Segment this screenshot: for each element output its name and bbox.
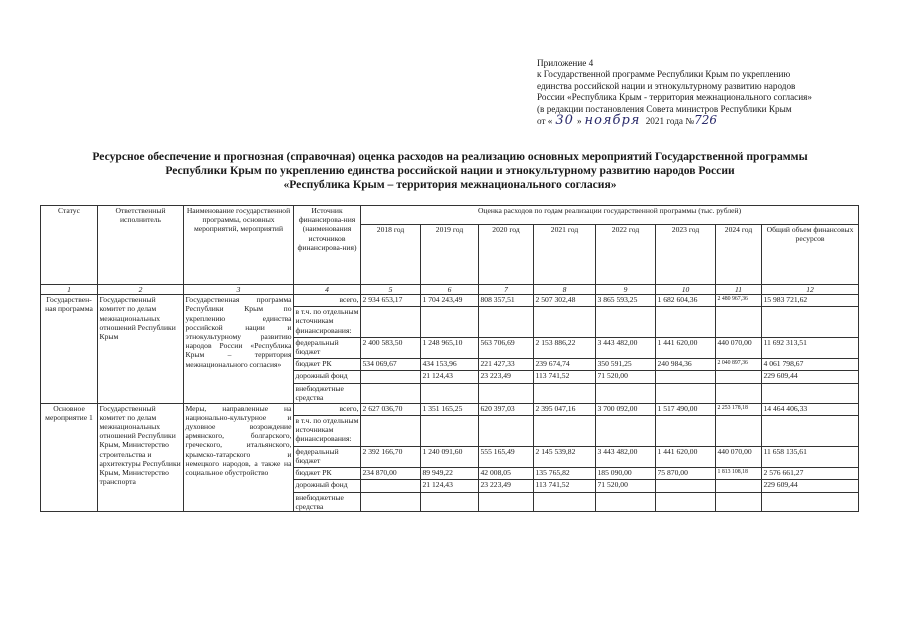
date-year: 2021 года № — [645, 116, 695, 127]
value-cell — [534, 415, 596, 446]
value-cell: 3 443 482,00 — [596, 446, 656, 467]
column-index: 4 — [294, 285, 361, 295]
value-cell — [421, 307, 479, 338]
value-cell: 21 124,43 — [421, 479, 479, 492]
date-number-handwritten: 726 — [694, 113, 717, 128]
document-title — [40, 150, 860, 193]
date-prefix: от « — [537, 116, 553, 127]
value-cell: 71 520,00 — [596, 479, 656, 492]
total-value-cell — [762, 384, 859, 403]
source-cell: внебюджетные средства — [294, 492, 361, 511]
value-cell: 2 627 036,70 — [361, 403, 421, 415]
source-cell: в т.ч. по отдельным источникам финансирования: — [294, 307, 361, 338]
value-cell — [596, 307, 656, 338]
header-status: Статус — [41, 206, 98, 285]
appendix-line: России «Республика Крым - территория межнационального согласия» — [537, 92, 812, 103]
value-cell — [361, 384, 421, 403]
total-value-cell: 229 609,44 — [762, 479, 859, 492]
value-cell: 234 870,00 — [361, 467, 421, 479]
value-cell: 1 240 091,60 — [421, 446, 479, 467]
value-cell: 1 704 243,49 — [421, 295, 479, 307]
value-cell — [656, 307, 716, 338]
value-cell — [479, 492, 534, 511]
value-cell: 1 248 965,10 — [421, 338, 479, 359]
value-cell — [361, 371, 421, 384]
column-index: 1 — [41, 285, 98, 295]
value-cell — [716, 307, 762, 338]
header-responsible: Ответственный исполнитель — [98, 206, 184, 285]
status-cell: Основное мероприятие 1 — [41, 403, 98, 511]
appendix-block — [537, 58, 877, 127]
value-cell: 563 706,69 — [479, 338, 534, 359]
date-close: » — [576, 116, 582, 127]
value-cell: 2 934 653,17 — [361, 295, 421, 307]
column-index: 6 — [421, 285, 479, 295]
value-cell: 113 741,52 — [534, 371, 596, 384]
value-cell: 2 253 178,18 — [716, 403, 762, 415]
value-cell: 2 480 967,36 — [716, 295, 762, 307]
value-cell: 2 145 539,82 — [534, 446, 596, 467]
source-cell: бюджет РК — [294, 359, 361, 371]
header-year: 2021 год — [534, 225, 596, 285]
value-cell — [596, 415, 656, 446]
total-value-cell: 11 658 135,61 — [762, 446, 859, 467]
status-cell: Государствен-ная программа — [41, 295, 98, 403]
title-line: Республики Крым по укреплению единства российской нации и этнокультурному развитию народов России — [165, 164, 735, 178]
value-cell: 555 165,49 — [479, 446, 534, 467]
appendix-line: единства российской нации и этнокультурному развитию народов — [537, 80, 796, 91]
value-cell — [361, 415, 421, 446]
column-index: 7 — [479, 285, 534, 295]
value-cell: 23 223,49 — [479, 479, 534, 492]
value-cell: 350 591,25 — [596, 359, 656, 371]
title-line: «Республика Крым – территория межнационального согласия» — [283, 178, 617, 192]
column-index: 9 — [596, 285, 656, 295]
source-cell: дорожный фонд — [294, 479, 361, 492]
title-line: Ресурсное обеспечение и прогнозная (справочная) оценка расходов на реализацию основных мероприятий Государственной программы — [92, 150, 808, 163]
value-cell — [716, 384, 762, 403]
column-index: 5 — [361, 285, 421, 295]
value-cell: 2 392 166,70 — [361, 446, 421, 467]
value-cell: 1 813 108,18 — [716, 467, 762, 479]
header-year: 2018 год — [361, 225, 421, 285]
column-index-row — [41, 285, 859, 295]
value-cell: 2 153 886,22 — [534, 338, 596, 359]
source-cell: в т.ч. по отдельным источникам финансирования: — [294, 415, 361, 446]
value-cell: 2 400 583,50 — [361, 338, 421, 359]
source-cell: бюджет РК — [294, 467, 361, 479]
date-month-handwritten: ноября — [584, 113, 641, 129]
value-cell: 808 357,51 — [479, 295, 534, 307]
value-cell: 3 865 593,25 — [596, 295, 656, 307]
total-value-cell: 229 609,44 — [762, 371, 859, 384]
value-cell: 23 223,49 — [479, 371, 534, 384]
value-cell — [534, 307, 596, 338]
source-cell: всего, — [294, 295, 361, 307]
value-cell — [716, 371, 762, 384]
header-year: 2022 год — [596, 225, 656, 285]
column-index: 11 — [716, 285, 762, 295]
date-day-handwritten: 30 — [555, 113, 574, 129]
value-cell — [716, 492, 762, 511]
value-cell: 185 090,00 — [596, 467, 656, 479]
header-row-1 — [41, 206, 859, 225]
value-cell: 89 949,22 — [421, 467, 479, 479]
value-cell — [361, 492, 421, 511]
header-source: Источник финансирова-ния (наименования источников финансирова-ния) — [294, 206, 361, 285]
value-cell: 434 153,96 — [421, 359, 479, 371]
header-program-name: Наименование государственной программы, основных мероприятий, мероприятий — [184, 206, 294, 285]
value-cell — [716, 415, 762, 446]
program-name-cell: Меры, направленные на национально-культурное и духовное возрождение армянского, болгарского, греческого, итальянского, крымско-татарского и немецкого народов, а также на социальное обустройство — [184, 403, 294, 511]
value-cell — [421, 492, 479, 511]
value-cell: 1 351 165,25 — [421, 403, 479, 415]
program-name-cell: Государственная программа Республики Крым по укреплению единства российской нации и этнокультурному развитию народов России «Республика Крым – территория межнационального согласия» — [184, 295, 294, 403]
appendix-date-line — [537, 115, 877, 127]
header-year: 2024 год — [716, 225, 762, 285]
responsible-cell: Государственный комитет по делам межнациональных отношений Республики Крым, Министерство строительства и архитектуры Республики Крым, Министерство транспорта — [98, 403, 184, 511]
source-cell: федеральный бюджет — [294, 338, 361, 359]
value-cell: 440 070,00 — [716, 446, 762, 467]
responsible-cell: Государственный комитет по делам межнациональных отношений Республики Крым — [98, 295, 184, 403]
total-value-cell — [762, 492, 859, 511]
value-cell — [656, 492, 716, 511]
source-cell: всего, — [294, 403, 361, 415]
value-cell: 534 069,67 — [361, 359, 421, 371]
total-value-cell: 15 983 721,62 — [762, 295, 859, 307]
total-value-cell: 14 464 406,33 — [762, 403, 859, 415]
value-cell: 240 984,36 — [656, 359, 716, 371]
value-cell: 440 070,00 — [716, 338, 762, 359]
value-cell — [421, 384, 479, 403]
column-index: 10 — [656, 285, 716, 295]
value-cell — [479, 307, 534, 338]
value-cell: 239 674,74 — [534, 359, 596, 371]
header-year: 2019 год — [421, 225, 479, 285]
value-cell: 113 741,52 — [534, 479, 596, 492]
source-cell: федеральный бюджет — [294, 446, 361, 467]
resources-table — [40, 205, 859, 512]
value-cell: 3 700 092,00 — [596, 403, 656, 415]
value-cell — [656, 384, 716, 403]
value-cell: 71 520,00 — [596, 371, 656, 384]
value-cell: 2 395 047,16 — [534, 403, 596, 415]
header-year: 2023 год — [656, 225, 716, 285]
value-cell — [716, 479, 762, 492]
value-cell — [479, 415, 534, 446]
column-index: 2 — [98, 285, 184, 295]
source-cell: внебюджетные средства — [294, 384, 361, 403]
value-cell — [479, 384, 534, 403]
total-value-cell: 2 576 661,27 — [762, 467, 859, 479]
total-value-cell — [762, 307, 859, 338]
total-value-cell: 4 061 798,67 — [762, 359, 859, 371]
value-cell — [596, 384, 656, 403]
value-cell — [534, 492, 596, 511]
value-cell: 42 008,05 — [479, 467, 534, 479]
value-cell — [361, 307, 421, 338]
value-cell: 3 443 482,00 — [596, 338, 656, 359]
header-year: 2020 год — [479, 225, 534, 285]
value-cell: 221 427,33 — [479, 359, 534, 371]
value-cell — [361, 479, 421, 492]
value-cell: 75 870,00 — [656, 467, 716, 479]
value-cell: 1 682 604,36 — [656, 295, 716, 307]
value-cell: 2 040 897,36 — [716, 359, 762, 371]
total-value-cell: 11 692 313,51 — [762, 338, 859, 359]
value-cell — [534, 384, 596, 403]
value-cell: 620 397,03 — [479, 403, 534, 415]
value-cell: 135 765,82 — [534, 467, 596, 479]
column-index: 12 — [762, 285, 859, 295]
source-cell: дорожный фонд — [294, 371, 361, 384]
table-row — [41, 295, 859, 307]
table-row — [41, 403, 859, 415]
value-cell: 1 517 490,00 — [656, 403, 716, 415]
value-cell — [656, 415, 716, 446]
value-cell: 1 441 620,00 — [656, 338, 716, 359]
appendix-line: Приложение 4 — [537, 58, 594, 68]
value-cell — [596, 492, 656, 511]
value-cell — [656, 479, 716, 492]
header-total-resources: Общий объем финансовых ресурсов — [762, 225, 859, 285]
header-estimate: Оценка расходов по годам реализации государственной программы (тыс. рублей) — [361, 206, 859, 225]
appendix-line: (в редакции постановления Совета министров Республики Крым — [537, 103, 792, 114]
value-cell: 2 507 302,48 — [534, 295, 596, 307]
column-index: 8 — [534, 285, 596, 295]
column-index: 3 — [184, 285, 294, 295]
appendix-line: к Государственной программе Республики Крым по укреплению — [537, 69, 791, 80]
total-value-cell — [762, 415, 859, 446]
value-cell: 21 124,43 — [421, 371, 479, 384]
value-cell — [656, 371, 716, 384]
value-cell — [421, 415, 479, 446]
value-cell: 1 441 620,00 — [656, 446, 716, 467]
